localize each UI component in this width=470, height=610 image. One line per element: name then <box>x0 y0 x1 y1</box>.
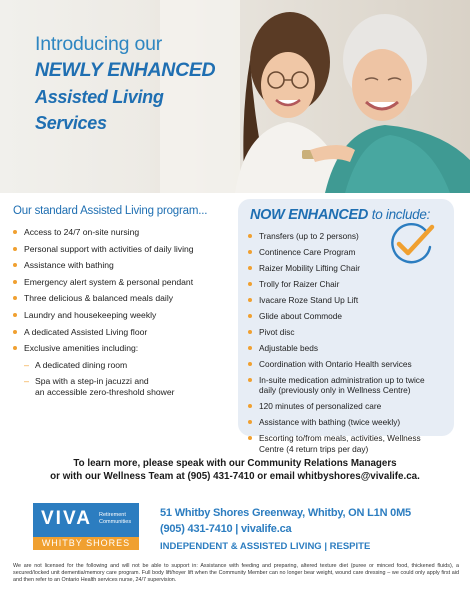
list-item: Ivacare Roze Stand Up Lift <box>248 295 438 306</box>
bullet-dot-icon <box>13 263 17 267</box>
street-address: 51 Whitby Shores Greenway, Whitby, ON L1N 0M5 <box>160 507 411 519</box>
bullet-dot-icon <box>13 280 17 284</box>
enhanced-heading-main: NOW ENHANCED <box>250 207 369 223</box>
service-tagline: INDEPENDENT & ASSISTED LIVING | RESPITE <box>160 541 371 552</box>
standard-program-heading: Our standard Assisted Living program... <box>13 205 208 217</box>
disclaimer-text: We are not licensed for the following and will not be able to support in: Assistance with feeding and preparing, altered texture diet (puree or minced food, thickened fluids), a secured/locked unit dementia/memory care program. Full body lift/hoyer lift when the Community Member can no longer bear weight, wound care dressing – we could only apply first aid and then refer to an Ontario Health services nurse, 24/7 supervision. <box>13 563 459 583</box>
bullet-dot-icon <box>248 420 252 424</box>
contact-info <box>0 457 470 483</box>
dash-icon: – <box>24 376 30 387</box>
bullet-dot-icon <box>248 436 252 440</box>
list-item: Escorting to/from meals, activities, Wellness Centre (4 return trips per day) <box>248 433 438 454</box>
bullet-dot-icon <box>13 247 17 251</box>
list-item: Three delicious & balanced meals daily <box>13 293 235 304</box>
bullet-dot-icon <box>248 234 252 238</box>
list-item: Personal support with activities of daily living <box>13 244 235 255</box>
list-item: Emergency alert system & personal pendant <box>13 277 235 288</box>
logo-wordmark: VIVA <box>41 508 92 529</box>
sub-list-item: – A dedicated dining room <box>24 360 128 371</box>
bullet-dot-icon <box>248 346 252 350</box>
list-item: Assistance with bathing <box>13 260 235 271</box>
bullet-dot-icon <box>248 298 252 302</box>
phone-website: (905) 431-7410 | vivalife.ca <box>160 523 292 535</box>
bullet-dot-icon <box>248 362 252 366</box>
standard-program-list <box>13 227 235 398</box>
bullet-dot-icon <box>248 378 252 382</box>
bullet-dot-icon <box>13 346 17 350</box>
hero-headline <box>35 33 235 134</box>
bullet-dot-icon <box>248 314 252 318</box>
hero-line-assisted-living: Assisted Living <box>35 87 164 107</box>
list-item: In-suite medication administration up to twice daily (previously only in Wellness Centre) <box>248 375 438 396</box>
list-item: Raizer Mobility Lifting Chair <box>248 263 438 274</box>
logo-location: WHITBY SHORES <box>33 537 139 550</box>
list-item: Exclusive amenities including: – A dedicated dining room – Spa with a step-in jacuzzi and an accessible zero-threshold shower <box>13 343 235 398</box>
address-block <box>160 505 460 552</box>
list-item: Transfers (up to 2 persons) <box>248 231 438 242</box>
dash-icon: – <box>24 360 30 371</box>
bullet-dot-icon <box>248 250 252 254</box>
bullet-dot-icon <box>13 230 17 234</box>
viva-logo <box>33 503 139 550</box>
logo-top-band <box>33 503 139 537</box>
hero-banner <box>0 0 470 193</box>
logo-tagline: Retirement Communities <box>99 512 132 525</box>
list-item: Adjustable beds <box>248 343 438 354</box>
list-item: Coordination with Ontario Health services <box>248 359 438 370</box>
list-item: 120 minutes of personalized care <box>248 401 438 412</box>
list-item: Glide about Commode <box>248 311 438 322</box>
checkmark-circle-icon <box>386 221 436 267</box>
enhanced-list <box>248 231 444 455</box>
bullet-dot-icon <box>248 266 252 270</box>
list-item: Access to 24/7 on-site nursing <box>13 227 235 238</box>
list-item: Trolly for Raizer Chair <box>248 279 438 290</box>
contact-line-2: or with our Wellness Team at (905) 431-7410 or email whitbyshores@vivalife.ca. <box>50 471 420 482</box>
sub-list-item: – Spa with a step-in jacuzzi and an accessible zero-threshold shower <box>24 376 175 398</box>
bullet-dot-icon <box>248 330 252 334</box>
list-item: Laundry and housekeeping weekly <box>13 310 235 321</box>
list-item: Continence Care Program <box>248 247 438 258</box>
hero-line-newly-enhanced: NEWLY ENHANCED <box>35 59 216 81</box>
hero-line-introducing: Introducing our <box>35 33 163 55</box>
amenities-sublist <box>24 360 235 398</box>
bullet-dot-icon <box>13 296 17 300</box>
standard-program-section <box>13 205 235 404</box>
list-item: A dedicated Assisted Living floor <box>13 327 235 338</box>
list-item: Pivot disc <box>248 327 438 338</box>
bullet-dot-icon <box>13 330 17 334</box>
enhanced-heading-small: to include: <box>371 207 431 222</box>
enhanced-services-panel <box>238 199 454 454</box>
hero-line-services: Services <box>35 113 107 133</box>
bullet-dot-icon <box>13 313 17 317</box>
bullet-dot-icon <box>248 404 252 408</box>
contact-line-1: To learn more, please speak with our Community Relations Managers <box>73 458 397 469</box>
bullet-dot-icon <box>248 282 252 286</box>
list-item: Assistance with bathing (twice weekly) <box>248 417 438 428</box>
